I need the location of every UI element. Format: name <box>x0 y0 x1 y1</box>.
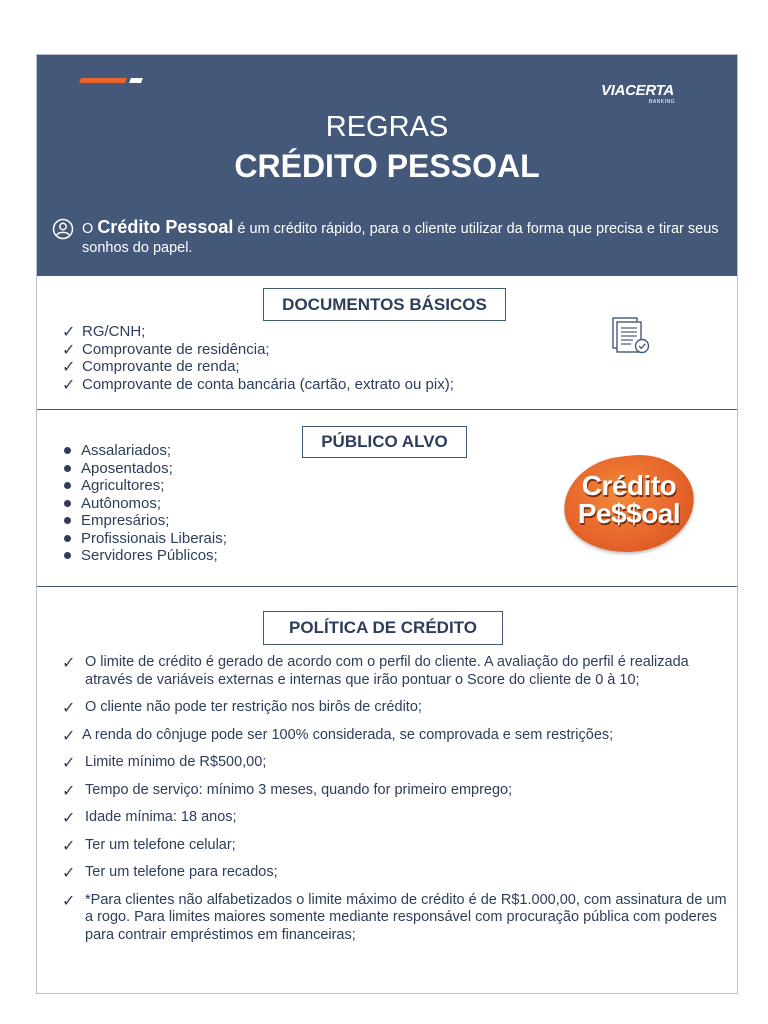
section-divider <box>37 586 737 587</box>
list-item: ✓ A renda do cônjuge pode ser 100% considerada, se comprovada e sem restrições; <box>62 725 614 745</box>
list-item: Profissionais Liberais; <box>62 530 322 548</box>
bullet-icon <box>64 517 71 524</box>
section-title-documentos: DOCUMENTOS BÁSICOS <box>263 288 506 321</box>
brand-logo: VIACERTA <box>601 82 674 99</box>
list-item: ✓ O cliente não pode ter restrição nos birôs de crédito; <box>62 698 422 717</box>
section-title-politica: POLÍTICA DE CRÉDITO <box>263 611 503 645</box>
check-icon: ✓ <box>62 339 76 359</box>
politica-list <box>62 654 727 944</box>
check-icon: ✓ <box>62 725 76 745</box>
intro-prefix: O <box>82 221 94 237</box>
section-title-publico: PÚBLICO ALVO <box>302 426 467 458</box>
page-title-line1: REGRAS <box>325 111 449 143</box>
bullet-icon <box>64 500 71 507</box>
bullet-icon <box>64 482 71 489</box>
section-divider <box>37 409 737 410</box>
bullet-icon <box>64 535 71 542</box>
list-item: ✓ Limite mínimo de R$500,00; <box>62 753 267 772</box>
credito-pessoal-logo <box>564 456 694 554</box>
check-icon: ✓ <box>62 374 76 394</box>
check-icon: ✓ <box>62 863 76 882</box>
user-circle-icon <box>52 218 74 240</box>
list-item: ✓ Tempo de serviço: mínimo 3 meses, quando for primeiro emprego; <box>62 780 513 800</box>
list-item: ✓ Idade mínima: 18 anos; <box>62 808 237 827</box>
check-icon: ✓ <box>62 835 76 855</box>
bullet-icon <box>64 465 71 472</box>
logo-text-line2: Pe$$oal <box>577 498 681 529</box>
logo-text-line1: Crédito <box>581 470 677 501</box>
page-title-line2: CRÉDITO PESSOAL <box>234 148 540 184</box>
bullet-icon <box>64 447 71 454</box>
documents-check-icon <box>609 315 655 361</box>
list-item: Autônomos; <box>62 495 322 513</box>
list-item: ✓ O limite de crédito é gerado de acordo com o perfil do cliente. A avaliação do perfil é realizada através de variáveis externas e internas que irão pontuar o Score do cliente de 0 à 10; <box>62 653 689 688</box>
list-item: ✓ Ter um telefone celular; <box>62 835 236 855</box>
list-item: Assalariados; <box>62 442 322 460</box>
list-item: Servidores Públicos; <box>62 547 322 565</box>
intro-product-name: Crédito Pessoal <box>97 217 234 237</box>
list-item: ✓ Comprovante de renda; <box>62 357 240 376</box>
check-icon: ✓ <box>62 357 76 376</box>
list-item: ✓ *Para clientes não alfabetizados o limite máximo de crédito é de R$1.000,00, com assinatura de um a rogo. Para limites maiores somente mediante responsável com procuração pública com poderes para contrair empréstimos em financeiras; <box>62 890 727 943</box>
check-icon: ✓ <box>62 322 76 341</box>
list-item: ✓ Comprovante de residência; <box>62 339 270 359</box>
documentos-list <box>62 323 582 393</box>
list-item: Agricultores; <box>62 477 322 495</box>
brand-logo-subtitle: BANKING <box>649 99 676 105</box>
list-item: ✓ Comprovante de conta bancária (cartão, extrato ou pix); <box>62 374 454 394</box>
check-icon: ✓ <box>62 698 76 717</box>
publico-list <box>62 442 322 565</box>
check-icon: ✓ <box>62 808 76 827</box>
check-icon: ✓ <box>62 780 76 800</box>
list-item: ✓ RG/CNH; <box>62 322 146 341</box>
check-icon: ✓ <box>62 890 76 910</box>
check-icon: ✓ <box>62 753 76 772</box>
check-icon: ✓ <box>62 653 76 672</box>
rules-card <box>36 54 738 994</box>
header-banner <box>37 55 737 276</box>
list-item: Aposentados; <box>62 460 322 478</box>
intro-description: é um crédito rápido, para o cliente utilizar da forma que precisa e tirar seus sonhos do papel. <box>82 221 719 256</box>
list-item: Empresários; <box>62 512 322 530</box>
intro-text <box>82 218 722 258</box>
list-item: ✓ Ter um telefone para recados; <box>62 863 278 882</box>
bullet-icon <box>64 552 71 559</box>
